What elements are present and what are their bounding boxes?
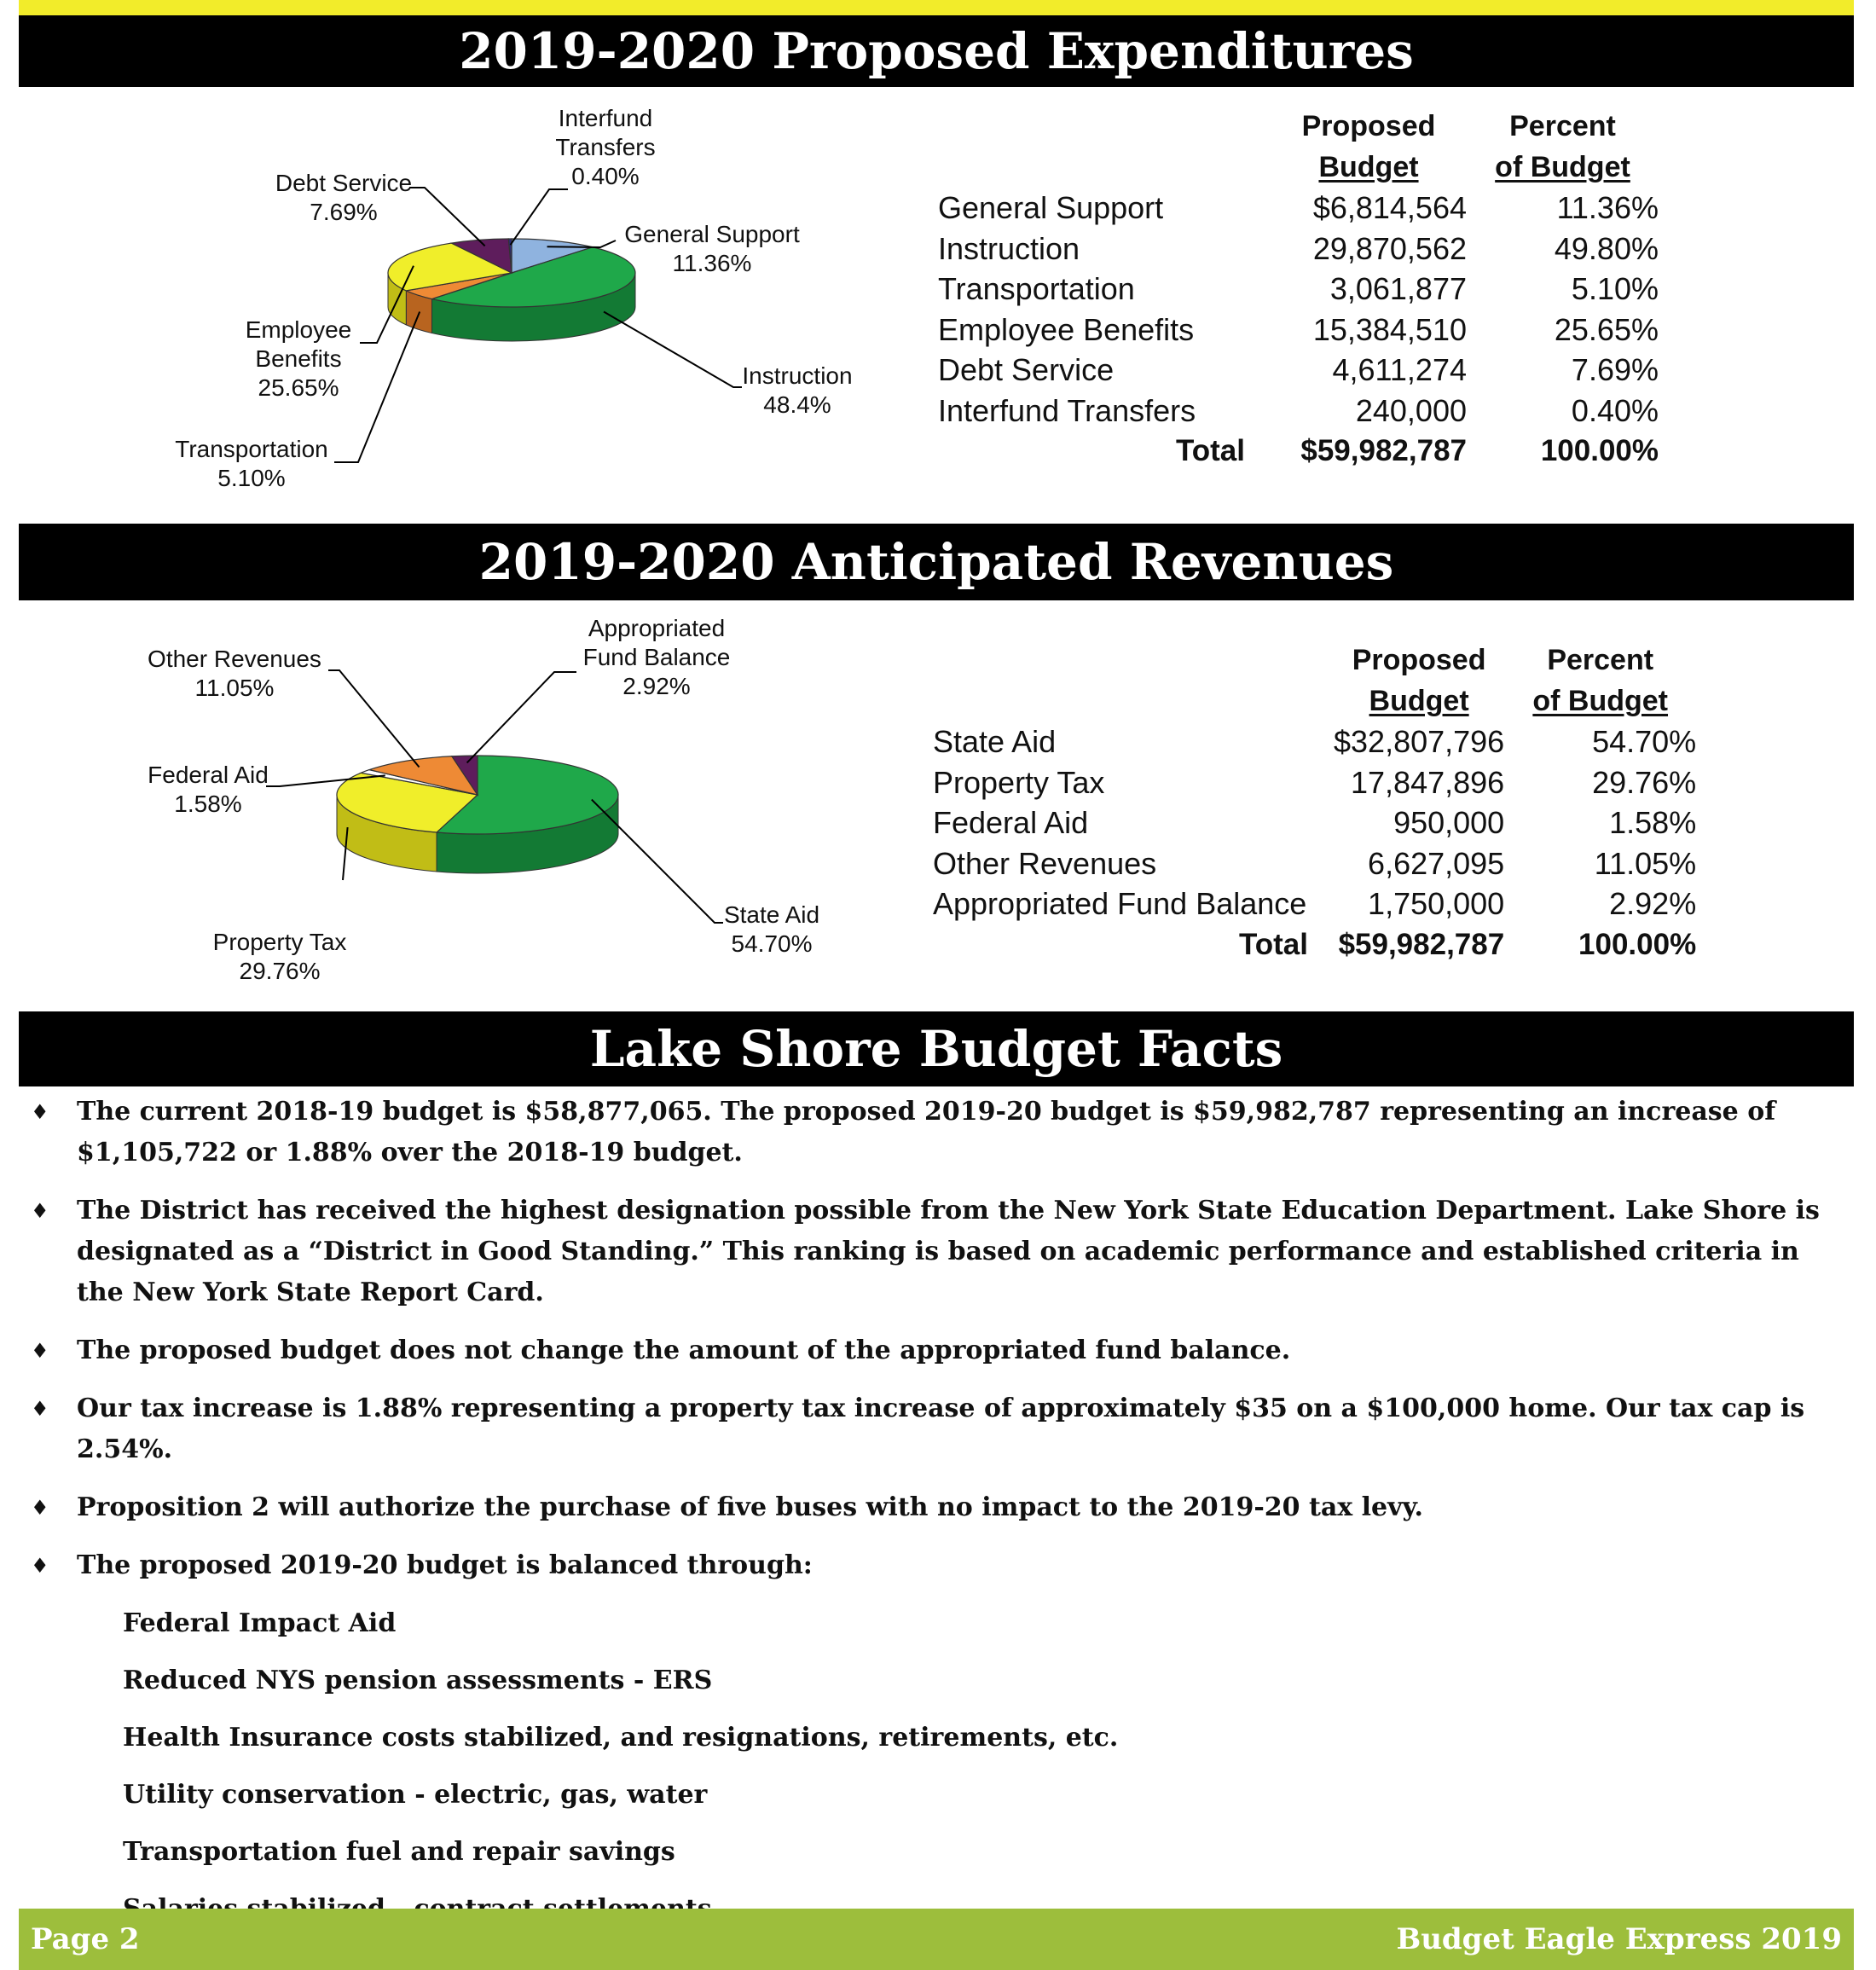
pie-label-text: 2.92% bbox=[622, 673, 691, 699]
row-budget: 950,000 bbox=[1393, 805, 1505, 840]
fact-text: Proposition 2 will authorize the purchase of five buses with no impact to the 2019-20 tax levy. bbox=[77, 1492, 1423, 1522]
fact-text: The proposed budget does not change the amount of the appropriated fund balance. bbox=[77, 1336, 1291, 1365]
pie-label-instruction bbox=[604, 311, 853, 418]
pie-label-text: Transfers bbox=[555, 134, 656, 160]
budget-column-header: Proposed Budget bbox=[1301, 110, 1436, 183]
pie-label-text: Employee bbox=[245, 316, 352, 343]
fact-text: Our tax increase is 1.88% representing a property tax increase of approximately $35 on a $100,000 home. Our tax cap is 2.54%. bbox=[77, 1393, 1805, 1464]
row-budget: $32,807,796 bbox=[1334, 724, 1505, 759]
diamond-bullet-icon: ♦ bbox=[31, 1553, 49, 1578]
pie-label-text: 5.10% bbox=[217, 465, 286, 491]
row-percent: 0.40% bbox=[1571, 392, 1659, 428]
total-row bbox=[933, 924, 1696, 965]
table-row bbox=[938, 310, 1659, 351]
balanced-through-item: Federal Impact Aid bbox=[123, 1608, 397, 1638]
pie-label-text: 11.36% bbox=[672, 250, 752, 276]
pie-label-text: Instruction bbox=[742, 362, 853, 389]
expenditures-table bbox=[938, 106, 1659, 472]
pie-label-text: Debt Service bbox=[275, 170, 413, 196]
table-row bbox=[938, 229, 1659, 269]
pie-label-text: Transportation bbox=[175, 436, 328, 462]
row-label: Other Revenues bbox=[933, 845, 1157, 881]
pie-label-text: Other Revenues bbox=[148, 646, 321, 672]
row-label: Debt Service bbox=[938, 352, 1115, 387]
diamond-bullet-icon: ♦ bbox=[31, 1338, 49, 1363]
table-row bbox=[938, 350, 1659, 391]
pie-label-text: Interfund bbox=[558, 105, 653, 131]
pie-label-text: General Support bbox=[624, 221, 800, 247]
revenues-banner: 2019-2020 Anticipated Revenues bbox=[19, 524, 1854, 600]
row-percent: 7.69% bbox=[1571, 352, 1659, 387]
pie-label-other-revenues bbox=[148, 646, 419, 767]
pie-label-text: 11.05% bbox=[194, 675, 275, 701]
row-percent: 5.10% bbox=[1571, 271, 1659, 306]
balanced-through-item: Transportation fuel and repair savings bbox=[123, 1837, 675, 1867]
row-budget: 6,627,095 bbox=[1368, 845, 1505, 881]
pie-slices bbox=[388, 239, 635, 307]
row-label: Instruction bbox=[938, 230, 1080, 266]
row-percent: 54.70% bbox=[1592, 724, 1697, 759]
total-budget: $59,982,787 bbox=[1300, 434, 1467, 467]
list-item bbox=[31, 1330, 1838, 1371]
diamond-bullet-icon: ♦ bbox=[31, 1099, 49, 1124]
row-percent: 29.76% bbox=[1592, 764, 1697, 800]
row-budget: 29,870,562 bbox=[1312, 230, 1467, 266]
row-percent: 11.05% bbox=[1594, 845, 1697, 881]
table-row bbox=[938, 269, 1659, 310]
pie-slices bbox=[337, 756, 618, 834]
pie-label-text: 0.40% bbox=[571, 163, 640, 189]
top-accent-bar bbox=[19, 0, 1854, 15]
row-label: Property Tax bbox=[933, 764, 1105, 800]
table-row bbox=[933, 721, 1696, 762]
leader-line bbox=[328, 670, 420, 767]
list-item bbox=[31, 1092, 1838, 1173]
revenues-table bbox=[933, 640, 1696, 965]
balanced-through-item: Health Insurance costs stabilized, and resignations, retirements, etc. bbox=[123, 1723, 1119, 1753]
total-percent: 100.00% bbox=[1540, 434, 1659, 467]
leader-line bbox=[511, 189, 568, 245]
publication-name: Budget Eagle Express 2019 bbox=[1396, 1922, 1842, 1956]
row-percent: 49.80% bbox=[1554, 230, 1659, 266]
table-row bbox=[933, 762, 1696, 803]
pie-label-text: 7.69% bbox=[310, 199, 378, 225]
row-budget: 15,384,510 bbox=[1312, 311, 1467, 347]
row-budget: 4,611,274 bbox=[1332, 352, 1467, 387]
list-item bbox=[31, 1388, 1838, 1470]
row-budget: 17,847,896 bbox=[1351, 764, 1505, 800]
table-row bbox=[933, 843, 1696, 884]
total-row bbox=[938, 431, 1659, 472]
leader-line bbox=[467, 672, 576, 762]
pie-label-text: 54.70% bbox=[731, 930, 813, 957]
fact-text: The proposed 2019-20 budget is balanced through: bbox=[77, 1550, 813, 1580]
page-footer bbox=[19, 1909, 1854, 1970]
pie-label-text: Federal Aid bbox=[148, 762, 269, 788]
list-item bbox=[31, 1191, 1838, 1313]
row-percent: 11.36% bbox=[1556, 190, 1659, 225]
expenditures-banner: 2019-2020 Proposed Expenditures bbox=[19, 15, 1854, 87]
row-budget: 1,750,000 bbox=[1368, 886, 1505, 921]
table-row bbox=[938, 188, 1659, 229]
pie-label-property-tax bbox=[213, 827, 348, 984]
fact-text: The current 2018-19 budget is $58,877,065. The proposed 2019-20 budget is $59,982,787 representing an increase of $1,105,722 or 1.88% over the 2018-19 budget. bbox=[77, 1097, 1776, 1168]
percent-column-header: Percent of Budget bbox=[1495, 110, 1630, 183]
fact-text: The District has received the highest designation possible from the New York State Education Department. Lake Shore is designated as a “District in Good Standing.” This ranking is based on academic performance and established criteria in the New York State Report Card. bbox=[77, 1196, 1820, 1307]
budget-column-header: Proposed Budget bbox=[1352, 644, 1486, 717]
pie-label-text: Property Tax bbox=[212, 929, 347, 955]
pie-label-text: State Aid bbox=[723, 901, 820, 928]
leader-line bbox=[604, 311, 742, 387]
total-percent: 100.00% bbox=[1578, 927, 1697, 961]
list-item bbox=[31, 1545, 1838, 1586]
row-label: General Support bbox=[938, 190, 1164, 225]
page-number: Page 2 bbox=[31, 1922, 140, 1956]
list-item bbox=[31, 1487, 1838, 1528]
balanced-through-item: Reduced NYS pension assessments - ERS bbox=[123, 1666, 713, 1695]
row-budget: 3,061,877 bbox=[1329, 271, 1467, 306]
pie-label-debt-service bbox=[275, 170, 485, 246]
total-budget: $59,982,787 bbox=[1338, 927, 1505, 961]
expenditures-pie-chart bbox=[0, 87, 904, 524]
diamond-bullet-icon: ♦ bbox=[31, 1396, 49, 1421]
balanced-through-item: Utility conservation - electric, gas, water bbox=[123, 1780, 708, 1810]
pie-label-text: 29.76% bbox=[239, 958, 321, 984]
pie-label-text: Benefits bbox=[255, 345, 342, 372]
total-label: Total bbox=[1238, 927, 1308, 961]
pie-label-state-aid bbox=[592, 800, 819, 957]
pie-label-text: 48.4% bbox=[763, 391, 831, 418]
pie-label-text: Fund Balance bbox=[582, 644, 731, 670]
row-label: Transportation bbox=[938, 271, 1135, 306]
pie-label-text: 25.65% bbox=[258, 374, 339, 401]
row-percent: 2.92% bbox=[1609, 886, 1697, 921]
row-budget: $6,814,564 bbox=[1312, 190, 1467, 225]
row-percent: 1.58% bbox=[1609, 805, 1697, 840]
revenues-pie-chart bbox=[0, 600, 904, 1011]
budget-facts-banner: Lake Shore Budget Facts bbox=[19, 1011, 1854, 1086]
pie-label-text: Appropriated bbox=[588, 615, 726, 641]
budget-facts-list bbox=[31, 1092, 1838, 1946]
pie-label-appropriated-fund-balance bbox=[467, 615, 731, 762]
total-label: Total bbox=[1175, 434, 1245, 467]
leader-line bbox=[409, 188, 485, 246]
row-label: Employee Benefits bbox=[938, 311, 1195, 347]
table-row bbox=[938, 391, 1659, 432]
row-label: Federal Aid bbox=[933, 805, 1089, 840]
diamond-bullet-icon: ♦ bbox=[31, 1198, 49, 1223]
percent-column-header: Percent of Budget bbox=[1532, 644, 1669, 717]
row-label: Appropriated Fund Balance bbox=[933, 886, 1307, 921]
row-percent: 25.65% bbox=[1554, 311, 1659, 347]
row-label: Interfund Transfers bbox=[938, 392, 1196, 428]
diamond-bullet-icon: ♦ bbox=[31, 1495, 49, 1520]
row-label: State Aid bbox=[933, 724, 1057, 759]
table-row bbox=[933, 802, 1696, 843]
pie-label-text: 1.58% bbox=[174, 791, 242, 817]
row-budget: 240,000 bbox=[1355, 392, 1467, 428]
table-row bbox=[933, 884, 1696, 924]
